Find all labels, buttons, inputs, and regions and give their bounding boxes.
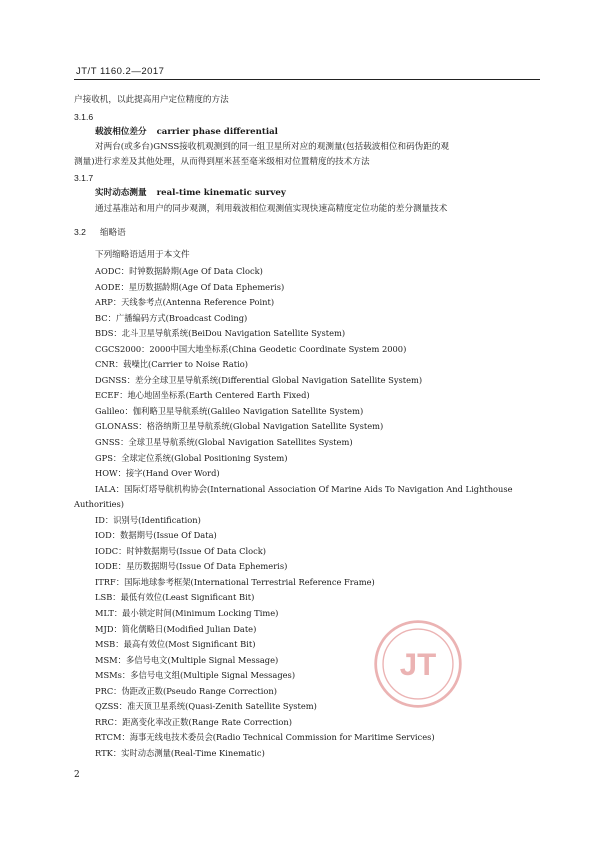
abbreviation-item: IALA：国际灯塔导航机构协会(International Association Of Marine Aids To Navigation And Lighthouse xyxy=(95,483,513,494)
abbreviation-item: GPS：全球定位系统(Global Positioning System) xyxy=(95,452,288,463)
abbreviations-lead: 下列缩略语适用于本文件 xyxy=(95,250,190,260)
abbreviation-item: RTK：实时动态测量(Real-Time Kinematic) xyxy=(95,747,265,758)
header-rule xyxy=(74,79,540,80)
abbreviation-item: AODE：星历数据龄期(Age Of Data Ephemeris) xyxy=(95,281,285,292)
term-en: real-time kinematic survey xyxy=(156,188,286,198)
term-3-1-7 xyxy=(95,187,286,199)
abbreviation-item: MSM：多信号电文(Multiple Signal Message) xyxy=(95,654,279,665)
section-heading-3-2 xyxy=(74,226,126,238)
abbreviation-item: IODC：时钟数据期号(Issue Of Data Clock) xyxy=(95,545,267,556)
abbreviation-item: Galileo：伽利略卫星导航系统(Galileo Navigation Satellite System) xyxy=(95,405,364,416)
abbreviation-item: MSMs：多信号电文组(Multiple Signal Messages) xyxy=(95,670,296,681)
definition-line: 测量)进行求差及其他处理，从而得到厘米甚至毫米级相对位置精度的技术方法 xyxy=(74,157,370,167)
standard-code: JT/T 1160.2—2017 xyxy=(76,66,165,77)
abbreviation-item: BC：广播编码方式(Broadcast Coding) xyxy=(95,312,248,323)
abbreviation-item: MSB：最高有效位(Most Significant Bit) xyxy=(95,639,256,650)
stamp-text: JT xyxy=(399,647,437,683)
abbreviation-item: BDS：北斗卫星导航系统(BeiDou Navigation Satellite System) xyxy=(95,328,346,339)
definition-line: 对两台(或多台)GNSS接收机观测到的同一组卫星所对应的观测量(包括载波相位和码伪距的观 xyxy=(95,142,450,152)
abbreviation-item: DGNSS：差分全球卫星导航系统(Differential Global Navigation Satellite System) xyxy=(95,374,423,385)
abbreviation-item: ITRF：国际地球参考框架(International Terrestrial Reference Frame) xyxy=(95,576,375,587)
abbreviation-item: ARP：天线参考点(Antenna Reference Point) xyxy=(95,297,275,308)
abbreviation-item: AODC：时钟数据龄期(Age Of Data Clock) xyxy=(95,266,263,276)
definition-line: 通过基准站和用户的同步观测，利用载波相位观测值实现快速高精度定位功能的差分测量技术 xyxy=(95,204,448,214)
abbreviation-list xyxy=(74,264,544,762)
abbreviation-item: HOW：接字(Hand Over Word) xyxy=(95,468,220,479)
abbreviation-item: LSB：最低有效位(Least Significant Bit) xyxy=(95,592,255,603)
term-en: carrier phase differential xyxy=(156,127,278,137)
section-title: 缩略语 xyxy=(99,227,126,237)
intro-line: 户接收机，以此提高用户定位精度的方法 xyxy=(74,95,229,105)
term-zh: 实时动态测量 xyxy=(95,188,147,198)
section-number-3-1-6: 3.1.6 xyxy=(74,112,94,122)
term-3-1-6 xyxy=(95,126,278,138)
abbreviation-item: IOD：数据期号(Issue Of Data) xyxy=(95,530,217,541)
abbreviation-item: Authorities) xyxy=(74,499,125,510)
abbreviation-item: RTCM：海事无线电技术委员会(Radio Technical Commission for Maritime Services) xyxy=(95,732,435,743)
abbreviation-item: ID：识别号(Identification) xyxy=(95,514,201,525)
abbreviation-item: PRC：伪距改正数(Pseudo Range Correction) xyxy=(95,685,277,696)
abbreviation-item: IODE：星历数据期号(Issue Of Data Ephemeris) xyxy=(95,561,288,572)
jt-logo-watermark xyxy=(372,618,464,710)
section-number-3-1-7: 3.1.7 xyxy=(74,173,94,183)
abbreviation-item: MLT：最小锁定时间(Minimum Locking Time) xyxy=(95,608,279,619)
abbreviation-item: GNSS：全球卫星导航系统(Global Navigation Satellites System) xyxy=(95,437,353,448)
abbreviation-item: GLONASS：格洛纳斯卫星导航系统(Global Navigation Satellite System) xyxy=(95,421,384,432)
abbreviation-item: RRC：距离变化率改正数(Range Rate Correction) xyxy=(95,716,292,727)
page-number: 2 xyxy=(74,770,80,780)
abbreviation-item: CNR：载噪比(Carrier to Noise Ratio) xyxy=(95,359,248,370)
abbreviation-item: ECEF：地心地固坐标系(Earth Centered Earth Fixed) xyxy=(95,390,310,401)
abbreviation-item: MJD：简化儒略日(Modified Julian Date) xyxy=(95,623,257,634)
abbreviation-item: CGCS2000：2000中国大地坐标系(China Geodetic Coordinate System 2000) xyxy=(95,343,407,354)
section-number: 3.2 xyxy=(74,227,86,237)
abbreviation-item: QZSS：准天顶卫星系统(Quasi-Zenith Satellite System) xyxy=(95,701,317,712)
term-zh: 载波相位差分 xyxy=(95,127,147,137)
